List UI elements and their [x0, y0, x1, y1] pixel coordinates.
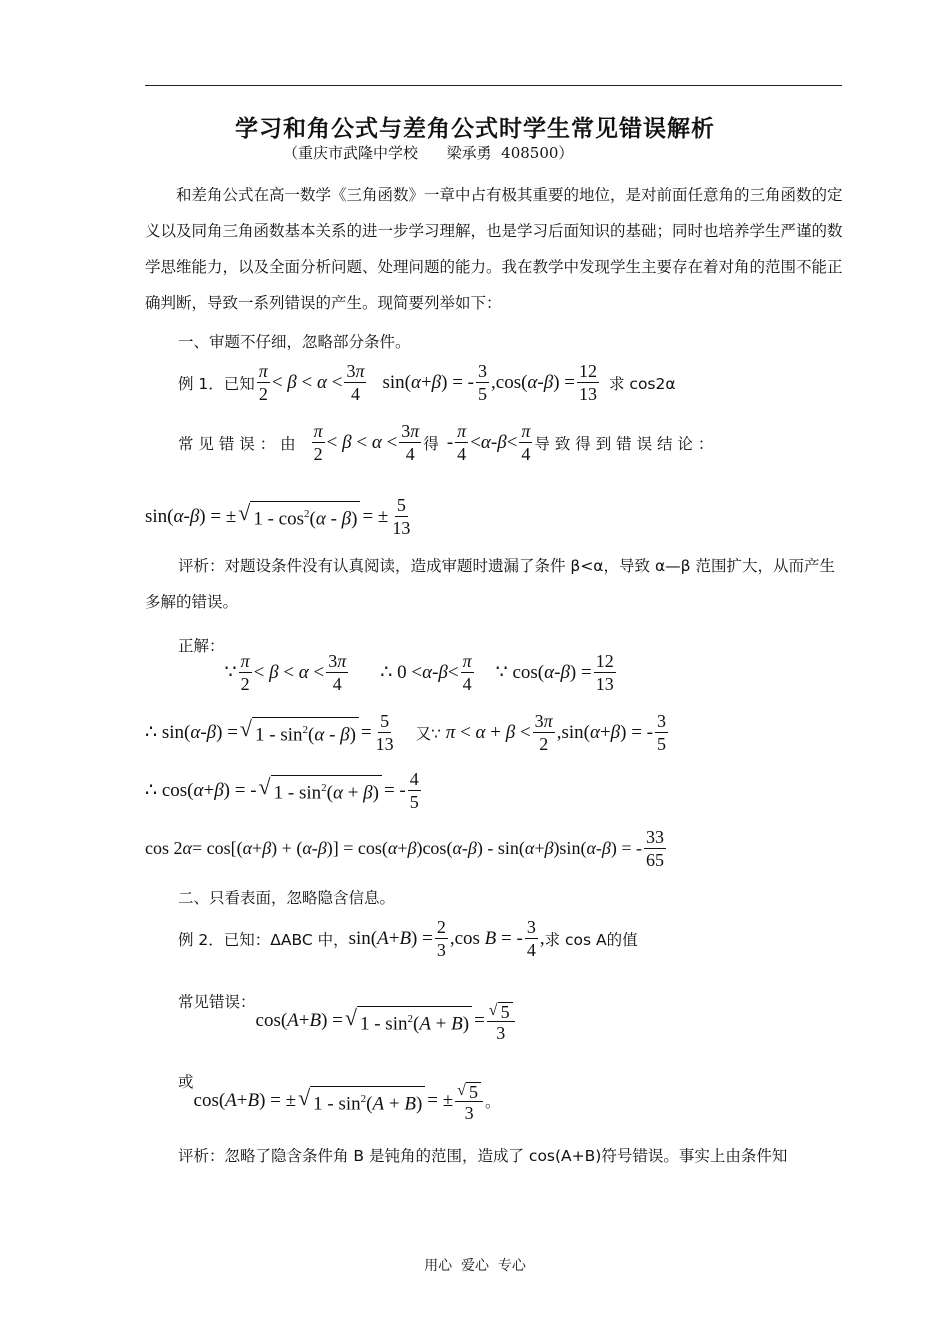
or-label: 或	[178, 1073, 194, 1091]
period: 。	[484, 1093, 501, 1111]
solution-line-2: ∴ sin( α - β ) = √ $1 - \sin^2(\alpha - \beta)$ = $\frac{5}{13}$ 又∵ π < α + β < $\frac{3\pi}{2}$ ,sin( α + β ) = - $\frac{3}{5}$	[145, 711, 666, 754]
example-1-tail: 求 cos2α	[609, 374, 676, 393]
example-2: 例 2．已知：ΔABC 中， sin( A + B ) = $\frac{2}{3}$ ,cos B = - $\frac{3}{4}$ , 求 cos A的值	[178, 917, 638, 960]
solution-line-1: 正解： ∵ $\frac{\pi}{2}$ < β < α < $\frac{3\pi}{4}$ ∴ 0 < α - β < $\frac{\pi}{4}$ ∵ cos( α - β ) = $\frac{12}{13}$	[178, 630, 618, 695]
solution-label: 正解：	[178, 637, 225, 655]
wrong-conclusion-1: sin( α - β ) = ± √ $1 - \cos^2(\alpha - \beta)$ = ± $\frac{5}{13}$	[145, 495, 411, 538]
header-rule	[145, 85, 842, 86]
analysis-1-line2: 多解的错误。	[145, 593, 239, 611]
solution-line-3: ∴ cos( α + β ) = - √ $1 - \sin^2(\alpha + \beta)$ = - $\frac{4}{5}$	[145, 769, 419, 812]
common-error-1: 常 见 错 误 ： 由 $\frac{\pi}{2}$ < β < α < $\frac{3\pi}{4}$ 得 - $\frac{\pi}{4}$ < α - β < $\frac{\pi}{4}$ 导 致 得 到 错 误 结 论 ：	[178, 421, 714, 464]
solution-line-4: cos 2 α = cos[( α + β ) + ( α - β )] = cos( α + β )cos( α - β ) - sin( α + β )sin( α - β ) = - $\frac{33}{65}$	[145, 827, 664, 870]
analysis-1-line1: 评析：对题设条件没有认真阅读，造成审题时遗漏了条件 β<α，导致 α—β 范围扩大，从而产生	[178, 557, 835, 575]
analysis-2: 评析：忽略了隐含条件角 B 是钝角的范围，造成了 cos(A+B)符号错误。事实上由条件知	[178, 1147, 788, 1165]
common-error-2-alt: 或 cos( A + B ) = ± √ $1 - \sin^2(A + B)$ = ± √ 5 3 。	[178, 1070, 500, 1124]
example-2-tail: 求 cos A的值	[544, 930, 638, 949]
common-error-2-label: 常见错误：	[178, 993, 256, 1011]
example-1-label: 例 1．已知	[178, 374, 255, 393]
de-label: 得	[423, 434, 439, 453]
section-2-heading: 二、只看表面，忽略隐含信息。	[178, 889, 396, 907]
common-error-2: 常见错误： cos( A + B ) = √ $1 - \sin^2(A + B)$ = √ 5 3	[178, 990, 517, 1044]
document-title: 学习和角公式与差角公式时学生常见错误解析	[235, 115, 715, 142]
intro-paragraph: 和差角公式在高一数学《三角函数》一章中占有极其重要的地位，是对前面任意角的三角函数的定义以及同角三角函数基本关系的进一步学习理解，也是学习后面知识的基础；同时也培养学生严谨的数学思维能力，以及全面分析问题、处理问题的能力。我在教学中发现学生主要存在着对角的范围不能正确判断，导致一系列错误的产生。现简要列举如下：	[145, 186, 843, 312]
section-1-heading: 一、审题不仔细，忽略部分条件。	[178, 333, 411, 351]
example-1: 例 1．已知 $\frac{\pi}{2}$ < β < α < $\frac{3\pi}{4}$ sin( α + β ) = - $\frac{3}{5}$ ,cos( α - β ) = $\frac{12}{13}$ 求 cos2α	[178, 361, 676, 404]
page-footer: 用心 爱心 专心	[424, 1258, 526, 1274]
common-error-1-tail: 导 致 得 到 错 误 结 论 ：	[534, 434, 714, 453]
example-2-label: 例 2．已知：ΔABC 中，	[178, 930, 349, 949]
document-subtitle: （重庆市武隆中学校 梁承勇 408500）	[283, 144, 574, 162]
you-because: 又∵	[415, 724, 442, 743]
common-error-1-label: 常 见 错 误 ： 由	[178, 434, 296, 453]
